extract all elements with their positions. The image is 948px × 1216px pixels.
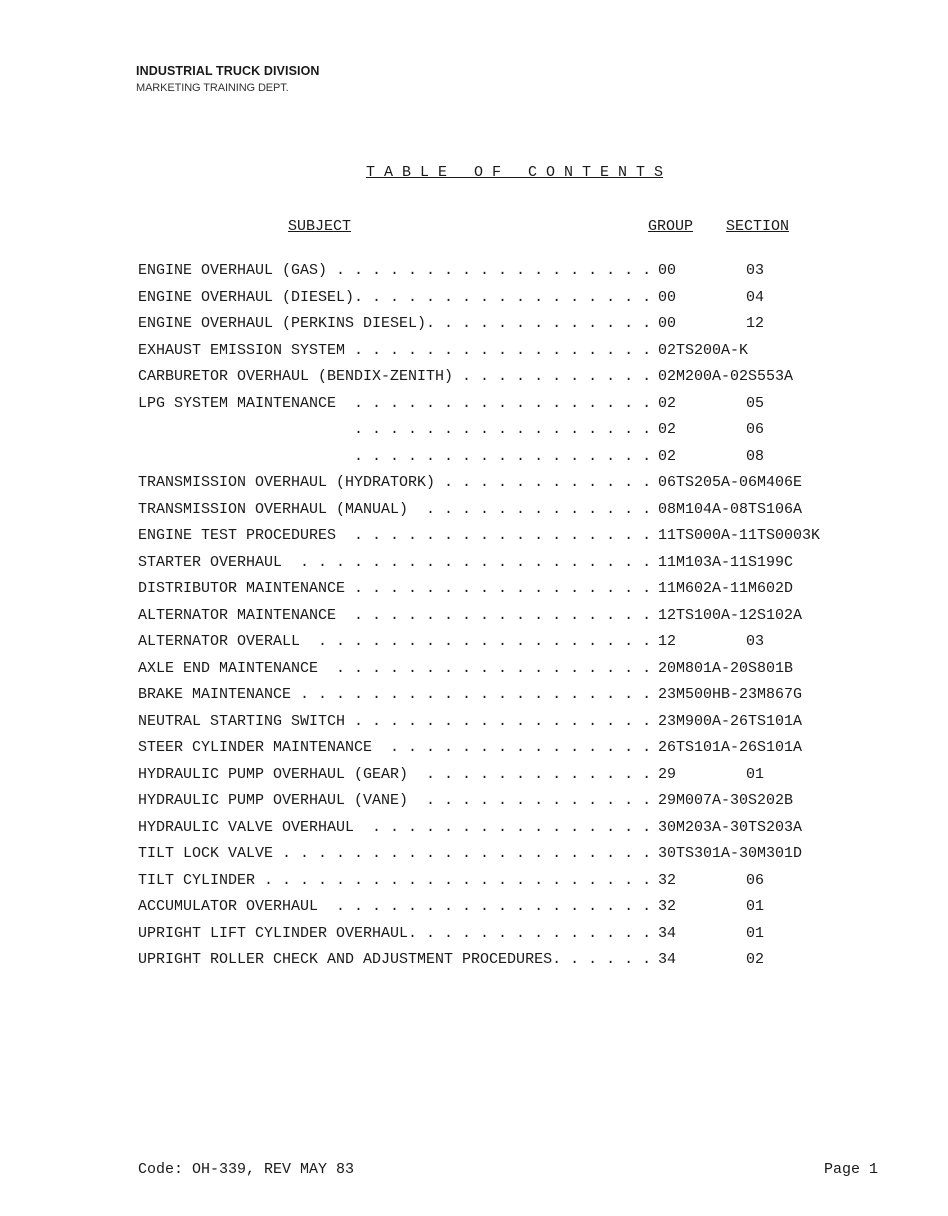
toc-row <box>0 474 948 501</box>
toc-subject: ENGINE OVERHAUL (PERKINS DIESEL). . . . . . . . . . . . . <box>138 315 652 332</box>
toc-section: 04 <box>746 288 765 306</box>
toc-subject: AXLE END MAINTENANCE . . . . . . . . . . . . . . . . . . <box>138 659 652 677</box>
toc-subject: HYDRAULIC PUMP OVERHAUL (VANE) . . . . . . . . . . . . . <box>138 792 652 809</box>
toc-row <box>0 951 948 978</box>
toc-row <box>0 501 948 528</box>
toc-row <box>0 633 948 660</box>
toc-row <box>0 554 948 581</box>
toc-range: 30TS301A-30M301D <box>658 845 803 862</box>
toc-range: 02TS200A-K <box>658 341 749 359</box>
toc-subject: HYDRAULIC VALVE OVERHAUL . . . . . . . . . . . . . . . . <box>138 818 652 836</box>
toc-range: 12TS100A-12S102A <box>658 606 803 624</box>
toc-row <box>0 925 948 952</box>
toc-row <box>0 580 948 607</box>
toc-subject: ALTERNATOR MAINTENANCE . . . . . . . . . . . . . . . . . <box>138 606 652 624</box>
toc-subject: NEUTRAL STARTING SWITCH . . . . . . . . . . . . . . . . . <box>138 712 652 730</box>
toc-group: 00 <box>658 315 677 332</box>
toc-section: 01 <box>746 924 765 942</box>
toc-range: 11M103A-11S199C <box>658 553 794 571</box>
toc-subject: UPRIGHT ROLLER CHECK AND ADJUSTMENT PROCEDURES. . . . . . <box>138 951 652 968</box>
toc-row <box>0 872 948 899</box>
toc-entries <box>0 262 948 978</box>
toc-section: 03 <box>746 262 765 279</box>
toc-subject: TRANSMISSION OVERHAUL (HYDRATORK) . . . . . . . . . . . . <box>138 474 652 491</box>
department-name: MARKETING TRAINING DEPT. <box>136 82 289 94</box>
organization-name: INDUSTRIAL TRUCK DIVISION <box>136 64 320 78</box>
toc-row <box>0 766 948 793</box>
toc-row <box>0 898 948 925</box>
toc-section: 01 <box>746 898 765 915</box>
toc-row <box>0 607 948 634</box>
toc-range: 11TS000A-11TS0003K <box>658 527 821 544</box>
column-header-subject: SUBJECT <box>288 218 352 235</box>
toc-group: 00 <box>658 288 677 306</box>
toc-subject: ACCUMULATOR OVERHAUL . . . . . . . . . . . . . . . . . . <box>138 898 652 915</box>
toc-subject: CARBURETOR OVERHAUL (BENDIX-ZENITH) . . . . . . . . . . . <box>138 368 652 385</box>
page-title: T A B L E O F C O N T E N T S <box>366 164 664 181</box>
toc-section: 05 <box>746 394 765 412</box>
toc-range: 08M104A-08TS106A <box>658 500 803 518</box>
toc-section: 08 <box>746 447 765 465</box>
toc-row <box>0 713 948 740</box>
toc-range: 30M203A-30TS203A <box>658 818 803 836</box>
toc-subject: LPG SYSTEM MAINTENANCE . . . . . . . . . . . . . . . . . <box>138 394 652 412</box>
page-number: Page 1 <box>824 1161 879 1178</box>
toc-section: 06 <box>746 421 765 438</box>
toc-row <box>0 845 948 872</box>
toc-subject: ENGINE TEST PROCEDURES . . . . . . . . . . . . . . . . . <box>138 527 652 544</box>
toc-group: 32 <box>658 871 677 889</box>
toc-subject: . . . . . . . . . . . . . . . . . <box>138 447 652 465</box>
toc-row <box>0 686 948 713</box>
toc-group: 00 <box>658 262 677 279</box>
toc-row <box>0 527 948 554</box>
toc-group: 02 <box>658 447 677 465</box>
toc-group: 02 <box>658 421 677 438</box>
toc-subject: ALTERNATOR OVERALL . . . . . . . . . . . . . . . . . . . <box>138 633 652 650</box>
toc-range: 23M900A-26TS101A <box>658 712 803 730</box>
toc-group: 12 <box>658 633 677 650</box>
toc-range: 02M200A-02S553A <box>658 368 794 385</box>
toc-section: 12 <box>746 315 765 332</box>
toc-group: 32 <box>658 898 677 915</box>
toc-section: 02 <box>746 951 765 968</box>
toc-row <box>0 315 948 342</box>
column-header-section: SECTION <box>726 218 790 235</box>
toc-subject: HYDRAULIC PUMP OVERHAUL (GEAR) . . . . . . . . . . . . . <box>138 765 652 783</box>
toc-row <box>0 448 948 475</box>
toc-row <box>0 819 948 846</box>
toc-row <box>0 395 948 422</box>
toc-row <box>0 792 948 819</box>
column-header-group: GROUP <box>648 218 694 235</box>
toc-subject: . . . . . . . . . . . . . . . . . <box>138 421 652 438</box>
toc-section: 03 <box>746 633 765 650</box>
toc-subject: ENGINE OVERHAUL (GAS) . . . . . . . . . . . . . . . . . . <box>138 262 652 279</box>
toc-range: 29M007A-30S202B <box>658 792 794 809</box>
toc-group: 34 <box>658 924 677 942</box>
toc-range: 20M801A-20S801B <box>658 659 794 677</box>
toc-subject: STEER CYLINDER MAINTENANCE . . . . . . . . . . . . . . . <box>138 739 652 756</box>
toc-row <box>0 660 948 687</box>
toc-subject: TRANSMISSION OVERHAUL (MANUAL) . . . . . . . . . . . . . <box>138 500 652 518</box>
toc-subject: DISTRIBUTOR MAINTENANCE . . . . . . . . . . . . . . . . . <box>138 580 652 597</box>
toc-row <box>0 342 948 369</box>
toc-range: 23M500HB-23M867G <box>658 686 803 703</box>
toc-subject: BRAKE MAINTENANCE . . . . . . . . . . . . . . . . . . . . <box>138 686 652 703</box>
toc-subject: ENGINE OVERHAUL (DIESEL). . . . . . . . . . . . . . . . . <box>138 288 652 306</box>
toc-range: 11M602A-11M602D <box>658 580 794 597</box>
toc-subject: UPRIGHT LIFT CYLINDER OVERHAUL. . . . . . . . . . . . . . <box>138 924 652 942</box>
toc-row <box>0 289 948 316</box>
toc-subject: TILT LOCK VALVE . . . . . . . . . . . . . . . . . . . . . <box>138 845 652 862</box>
toc-section: 06 <box>746 871 765 889</box>
document-code: Code: OH-339, REV MAY 83 <box>138 1161 355 1178</box>
toc-subject: STARTER OVERHAUL . . . . . . . . . . . . . . . . . . . . <box>138 553 652 571</box>
toc-row <box>0 262 948 289</box>
toc-row <box>0 368 948 395</box>
toc-range: 26TS101A-26S101A <box>658 739 803 756</box>
toc-row <box>0 421 948 448</box>
toc-range: 06TS205A-06M406E <box>658 474 803 491</box>
toc-group: 29 <box>658 765 677 783</box>
toc-subject: EXHAUST EMISSION SYSTEM . . . . . . . . . . . . . . . . . <box>138 341 652 359</box>
toc-subject: TILT CYLINDER . . . . . . . . . . . . . . . . . . . . . . <box>138 871 652 889</box>
toc-section: 01 <box>746 765 765 783</box>
toc-group: 34 <box>658 951 677 968</box>
toc-row <box>0 739 948 766</box>
toc-group: 02 <box>658 394 677 412</box>
